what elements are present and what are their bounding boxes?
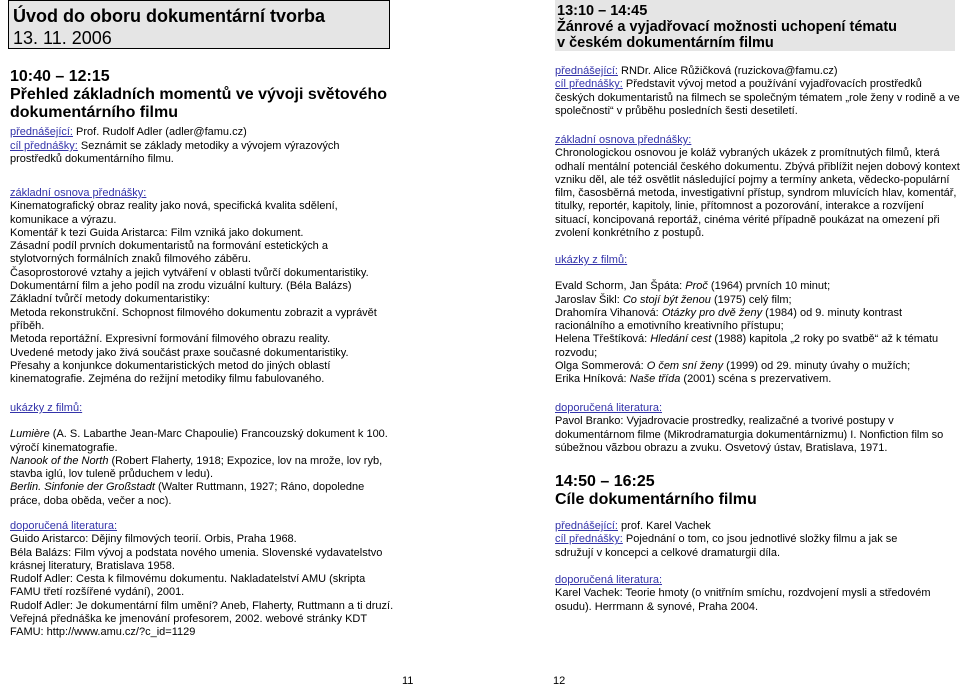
outline-item: Kinematografický obraz reality jako nová, specifická kvalita sdělení, komunikace a výrazu. — [10, 200, 338, 226]
session3-goal: cíl přednášky: Pojednání o tom, co jsou jednotlivé složky filmu a jak se sdružují v koncepci a celkové dramaturgii díla. — [555, 533, 898, 559]
session1-examples — [10, 402, 395, 508]
outline-item: Přesahy a konjunkce dokumentaristických metod do jiných oblastí kinematografie. Zejména do režijní metodiky filmu fabulovaného. — [10, 359, 331, 386]
document-title-box — [8, 0, 390, 49]
document-date: 13. 11. 2006 — [13, 28, 112, 48]
example-item: Olga Sommerová: O čem sní ženy (1999) od 29. minuty úvahy o mužích; — [555, 360, 911, 373]
example-item: Evald Schorm, Jan Špáta: Proč (1964) prvních 10 minut; — [555, 280, 831, 293]
session2-examples — [555, 254, 960, 387]
session1-lecturer — [10, 126, 400, 139]
outline-item: Základní tvůrčí metody dokumentaristiky: — [10, 293, 210, 306]
reading-item: Béla Balázs: Film vývoj a podstata nového umenia. Slovenské vydavatelstvo krásnej literatury, Bratislava 1958. — [10, 546, 383, 572]
reading-item: Rudolf Adler: Cesta k filmovému dokumentu. Nakladatelství AMU (skripta FAMU třetí rozšířené vydání), 2001. — [10, 573, 366, 599]
session2-goal: cíl přednášky: Představit vývoj metod a používání vyjadřovacích prostředků českých dokumentaristů na filmech se společným tématem „role ženy v rodině a ve společnosti“ v průběhu posledních šesti desetiletí. — [555, 78, 960, 117]
reading-text: Pavol Branko: Vyjadrovacie prostredky, realizačné a tvorivé postupy v dokumentárnom filme (Mikrodramaturgia dokumentárnizmu) I. Nonfiction film so súbežnou vãzbou obrazu a zvuku. Osvetový ústav, Bratislava, 1971. — [555, 415, 944, 454]
page-number-left: 11 — [402, 675, 414, 687]
session1-outline — [10, 187, 395, 386]
example-item: Nanook of the North (Robert Flaherty, 1918; Expozice, lov na mrože, lov ryb, stavba iglú, lov tuleně průduchem v ledu). — [10, 454, 383, 481]
outline-item: Časoprostorové vztahy a jejich vytváření v oblasti tvůrčí dokumentaristiky. — [10, 266, 369, 279]
lecturer-value: Prof. Rudolf Adler (adler@famu.cz) — [72, 126, 247, 138]
goal-label: cíl přednášky: — [10, 140, 78, 152]
session2-reading — [555, 402, 960, 455]
session2-lecturer: přednášející: RNDr. Alice Růžičková (ruzickova@famu.cz) — [555, 65, 838, 77]
outline-item: Metoda rekonstrukční. Schopnost filmového dokumentu zobrazit a vyprávět příběh. — [10, 306, 377, 332]
reading-item: Guido Aristarco: Dějiny filmových teorií. Orbis, Praha 1968. — [10, 533, 297, 546]
session3-lecturer: přednášející: prof. Karel Vachek — [555, 520, 711, 532]
page-number-right: 12 — [553, 675, 566, 687]
session1-goal — [10, 140, 360, 167]
reading-label: doporučená literatura: — [555, 574, 663, 586]
lecturer-label: přednášející: — [10, 126, 73, 138]
example-item: Lumière (A. S. Labarthe Jean-Marc Chapoulie) Francouzský dokument k 100. výročí kinematografie. — [10, 428, 388, 454]
session3-reading — [555, 574, 960, 614]
reading-text: Karel Vachek: Teorie hmoty (o vnitřním smíchu, rozdvojení mysli a středovém osudu). Herrmann & synové, Praha 2004. — [555, 587, 931, 613]
session3-intro — [555, 520, 915, 560]
outline-label: základní osnova přednášky: — [10, 187, 147, 199]
outline-item: Komentář k tezi Guida Aristarca: Film vzniká jako dokument. — [10, 226, 304, 239]
example-item: Helena Třeštíková: Hledání cest (1988) kapitola „2 roky po svatbě“ až k tématu rozvodu; — [555, 333, 939, 359]
reading-label: doporučená literatura: — [10, 520, 118, 532]
document-title: Úvod do oboru dokumentární tvorba — [13, 6, 326, 26]
goal-value: Seznámit se základy metodiky a vývojem výrazových prostředků dokumentárního filmu. — [10, 140, 340, 166]
session2-heading: 13:10 – 14:45 Žánrové a vyjadřovací možnosti uchopení tématu v českém dokumentárním filmu — [555, 0, 955, 51]
outline-label: základní osnova přednášky: — [555, 134, 692, 146]
reading-item: Rudolf Adler: Je dokumentární film umění? Aneb, Flaherty, Ruttmann a ti druzí. Veřejná přednáška ke jmenování profesorem, 2002. webové stránky KDT FAMU: http://www.amu.cz/?c_id=1129 — [10, 599, 394, 639]
example-item: Drahomíra Vihanová: Otázky pro dvě ženy (1984) od 9. minuty kontrast racionálního a emotivního kreativního přístupu; — [555, 306, 903, 333]
outline-item: Dokumentární film a jeho podíl na zrodu vizuální kultury. (Béla Balázs) — [10, 280, 352, 293]
reading-label: doporučená literatura: — [555, 402, 663, 414]
outline-item: Metoda reportážní. Expresivní formování filmového obrazu reality. — [10, 333, 331, 346]
examples-label: ukázky z filmů: — [555, 254, 628, 266]
example-item: Jaroslav Šikl: Co stojí být ženou (1975) celý film; — [555, 293, 792, 306]
session2-outline — [555, 134, 960, 240]
session3-heading: 14:50 – 16:25 Cíle dokumentárního filmu — [555, 473, 757, 508]
example-item: Berlin. Sinfonie der Großstadt (Walter Ruttmann, 1927; Ráno, dopoledne práce, doba oběda, večer a noc). — [10, 481, 365, 507]
outline-text: Chronologickou osnovou je koláž vybraných ukázek z promítnutých filmů, která odhalí mentální potenciál českého dokumentu. Zbývá přiblížit nejen dobový kontext vzniku děl, ale též osvětlit následující pojmy a termíny anketa, vědecko-populární film, časosběrná metoda, investigativní přístup, syndrom mluvících hlav, komentář, titulky, reportér, kapitoly, linie, přítomnost a pozorování, interakce a rozvíjení situací, koncipovaná reportáž, cinéma vérité případně poukázat na omezení při zvolení konkrétního z postupů. — [555, 147, 960, 240]
outline-item: Uvedené metody jako živá součást praxe současné dokumentaristiky. — [10, 346, 349, 359]
session1-heading: 10:40 – 12:15 Přehled základních momentů ve vývoji světového dokumentárního filmu — [10, 68, 388, 121]
examples-label: ukázky z filmů: — [10, 402, 83, 414]
session2-intro — [555, 65, 960, 118]
session1-reading — [10, 520, 395, 640]
example-item: Erika Hníková: Naše třída (2001) scéna s prezervativem. — [555, 373, 832, 386]
outline-item: Zásadní podíl prvních dokumentaristů na formování estetických a stylotvorných formálních znaků filmového záběru. — [10, 240, 328, 266]
